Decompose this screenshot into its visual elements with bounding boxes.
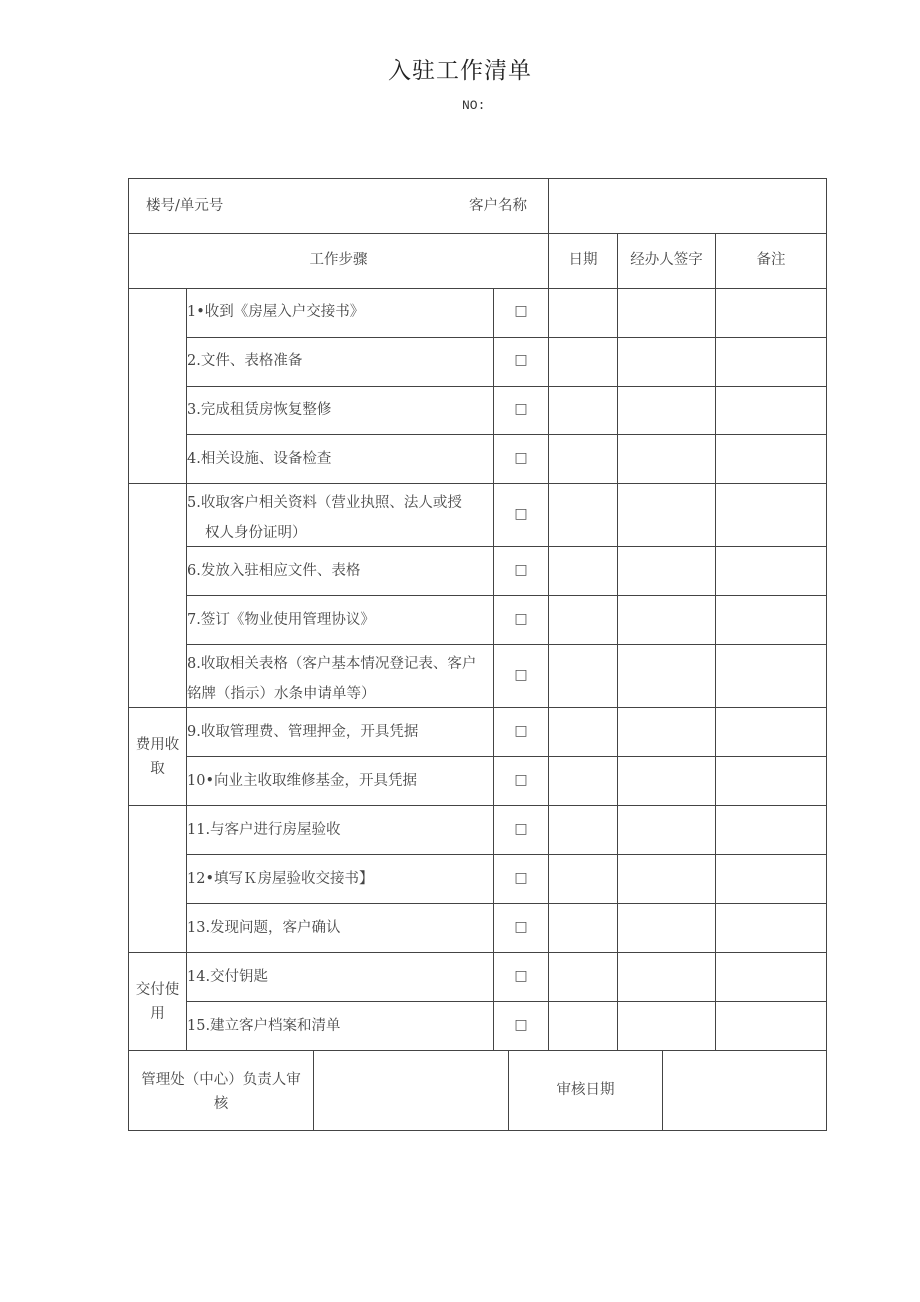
step-8-text: 8.收取相关表格（客户基本情况登记表、客户 [187, 656, 477, 672]
step-14-checkbox[interactable]: □ [514, 968, 528, 984]
step-5-text: 权人身份证明） [205, 525, 307, 541]
step-4-text: 4.相关设施、设备检查 [187, 451, 332, 467]
step-12-text: 12•填写Ｋ房屋验收交接书】 [187, 871, 374, 887]
step-8-checkbox[interactable]: □ [514, 667, 528, 683]
step-11-text: 11.与客户进行房屋验收 [187, 822, 341, 838]
step-15-text: 15.建立客户档案和清单 [187, 1018, 341, 1034]
step-5-checkbox[interactable]: □ [514, 506, 528, 522]
page-title: 入驻工作清单 [388, 58, 532, 84]
step-8-text: 铭牌（指示）水条申请单等） [187, 686, 376, 702]
remarks-header: 备注 [756, 252, 786, 268]
step-12-checkbox[interactable]: □ [514, 870, 528, 886]
step-2-text: 2.文件、表格准备 [187, 353, 303, 369]
step-15-checkbox[interactable]: □ [514, 1017, 528, 1033]
approval-label: 核 [213, 1096, 229, 1112]
step-13-checkbox[interactable]: □ [514, 919, 528, 935]
date-header: 日期 [568, 252, 598, 268]
approval-signature-field[interactable] [314, 1051, 508, 1130]
step-5-text: 5.收取客户相关资料（营业执照、法人或授 [187, 495, 462, 511]
step-6-checkbox[interactable]: □ [514, 562, 528, 578]
step-10-checkbox[interactable]: □ [514, 772, 528, 788]
step-14-text: 14.交付钥匙 [187, 969, 269, 985]
approval-label: 管理处（中心）负责人审 [141, 1072, 301, 1088]
step-1-checkbox[interactable]: □ [514, 303, 528, 319]
handler-sign-header: 经办人签字 [630, 252, 703, 268]
step-3-checkbox[interactable]: □ [514, 401, 528, 417]
customer-name-field[interactable] [549, 179, 826, 233]
step-6-text: 6.发放入驻相应文件、表格 [187, 563, 361, 579]
step-7-text: 7.签订《物业使用管理协议》 [187, 612, 375, 628]
step-2-checkbox[interactable]: □ [514, 352, 528, 368]
step-13-text: 13.发现问题，客户确认 [187, 920, 341, 936]
customer-name-label: 客户名称 [469, 198, 527, 214]
step-1-text: 1•收到《房屋入户交接书》 [187, 304, 365, 320]
group-label-fees: 费用收 [135, 737, 180, 753]
group-label-delivery: 交付使 [135, 982, 180, 998]
step-3-text: 3.完成租赁房恢复整修 [187, 402, 332, 418]
group-label-delivery: 用 [150, 1006, 165, 1022]
review-date-field[interactable] [663, 1051, 826, 1130]
step-7-checkbox[interactable]: □ [514, 611, 528, 627]
step-10-text: 10•向业主收取维修基金，开具凭据 [187, 773, 418, 789]
steps-header: 工作步骤 [309, 252, 368, 268]
step-9-text: 9.收取管理费、管理押金，开具凭据 [187, 724, 419, 740]
step-4-checkbox[interactable]: □ [514, 450, 528, 466]
group-label-fees: 取 [150, 761, 165, 777]
review-date-label: 审核日期 [556, 1082, 615, 1098]
step-11-checkbox[interactable]: □ [514, 821, 528, 837]
step-9-checkbox[interactable]: □ [514, 723, 528, 739]
form-number-label: NO: [462, 98, 486, 113]
building-unit-label: 楼号/单元号 [146, 198, 224, 214]
